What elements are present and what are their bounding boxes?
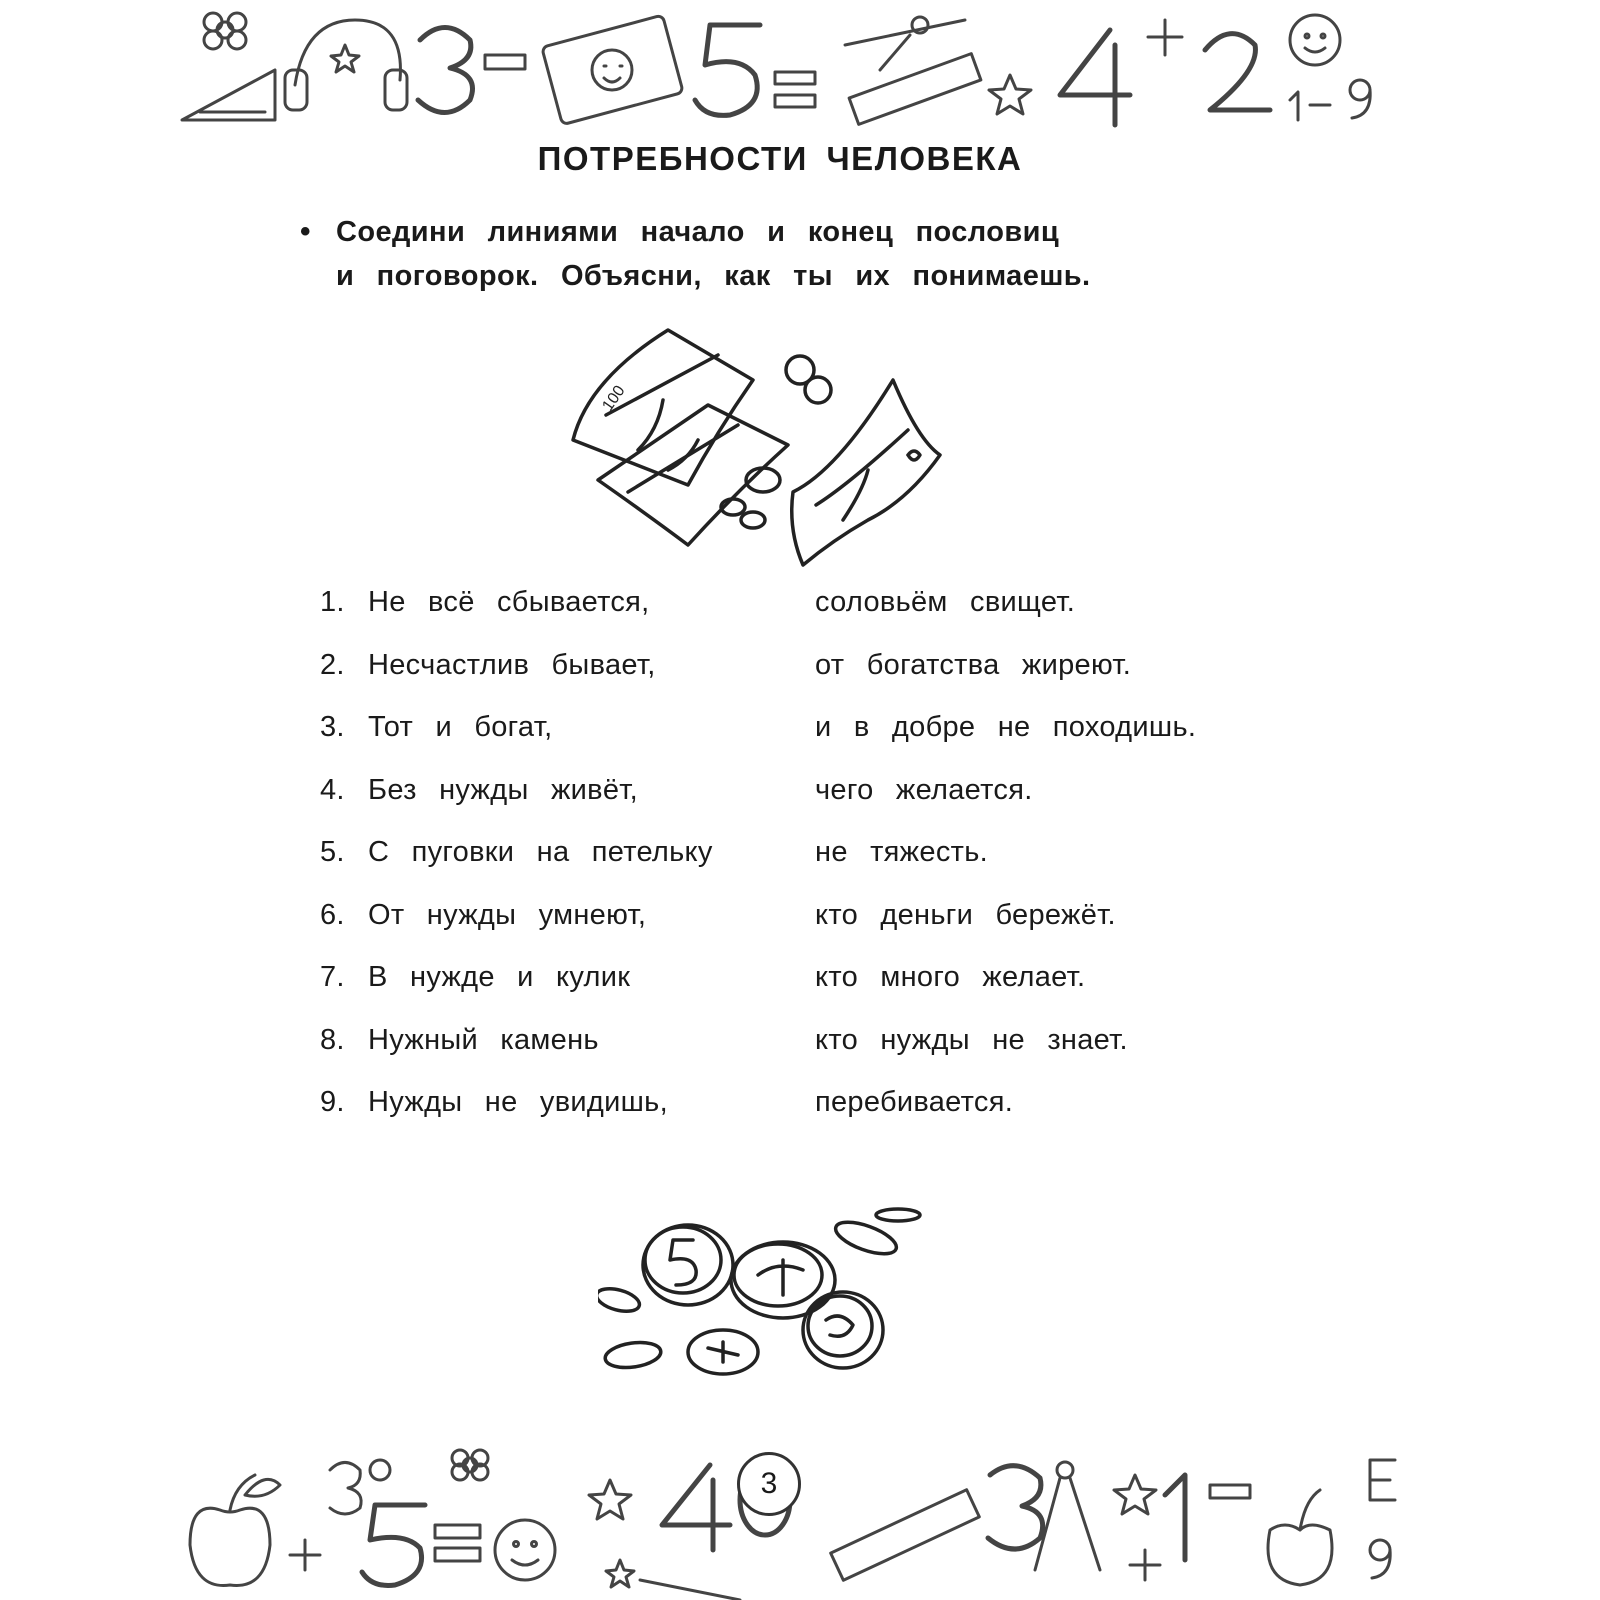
proverb-number: 1. [320, 586, 345, 618]
proverb-end: кто деньги бережёт. [815, 898, 1116, 931]
proverb-number: 3. [320, 711, 345, 743]
proverb-end: соловьём свищет. [815, 586, 1076, 618]
instruction-line-1: Соедини линиями начало и конец пословиц [336, 216, 1060, 248]
proverb-start: Нужды не увидишь, [368, 1086, 668, 1118]
banknotes-and-coins-illustration [568, 320, 948, 572]
svg-text:100: 100 [599, 382, 629, 415]
coins-pile-illustration [598, 1200, 928, 1390]
proverb-row [320, 899, 1300, 962]
proverb-start: Не всё сбывается, [368, 586, 650, 618]
proverb-number: 8. [320, 1023, 345, 1056]
proverb-start: С пуговки на петельку [368, 836, 713, 868]
proverb-number: 2. [320, 648, 345, 681]
proverb-row [320, 961, 1300, 1024]
proverb-end: чего желается. [815, 773, 1033, 806]
proverb-end: от богатства жиреют. [815, 648, 1132, 681]
proverb-start: Нужный камень [368, 1023, 599, 1056]
proverb-start: От нужды умнеют, [368, 898, 647, 931]
decorative-doodle-band-top [180, 0, 1410, 150]
decorative-doodle-band-bottom [180, 1440, 1410, 1600]
proverb-end: перебивается. [815, 1086, 1014, 1118]
task-instruction [300, 210, 1300, 298]
proverb-row [320, 649, 1300, 712]
proverb-number: 5. [320, 836, 345, 868]
proverb-end: не тяжесть. [815, 836, 988, 868]
proverb-row [320, 1086, 1300, 1149]
proverb-row [320, 586, 1300, 649]
proverb-row [320, 711, 1300, 774]
proverb-end: и в добре не походишь. [815, 711, 1197, 743]
instruction-line-2: и поговорок. Объясни, как ты их понимаешь. [336, 260, 1091, 292]
proverb-number: 9. [320, 1086, 345, 1118]
page-title: ПОТРЕБНОСТИ ЧЕЛОВЕКА [537, 140, 1023, 177]
proverb-number: 7. [320, 961, 345, 993]
proverb-start: Без нужды живёт, [368, 773, 638, 806]
proverb-end: кто много желает. [815, 961, 1086, 993]
proverb-start: Несчастлив бывает, [368, 648, 656, 681]
proverb-start: Тот и богат, [368, 711, 553, 743]
proverb-row [320, 774, 1300, 837]
proverb-number: 6. [320, 898, 345, 931]
page-number: 3 [737, 1452, 801, 1516]
proverb-row [320, 836, 1300, 899]
proverbs-matching-list [320, 586, 1300, 1149]
proverb-end: кто нужды не знает. [815, 1023, 1128, 1056]
bullet-icon: • [300, 215, 311, 248]
proverb-row [320, 1024, 1300, 1087]
proverb-number: 4. [320, 773, 345, 806]
proverb-start: В нужде и кулик [368, 961, 631, 993]
